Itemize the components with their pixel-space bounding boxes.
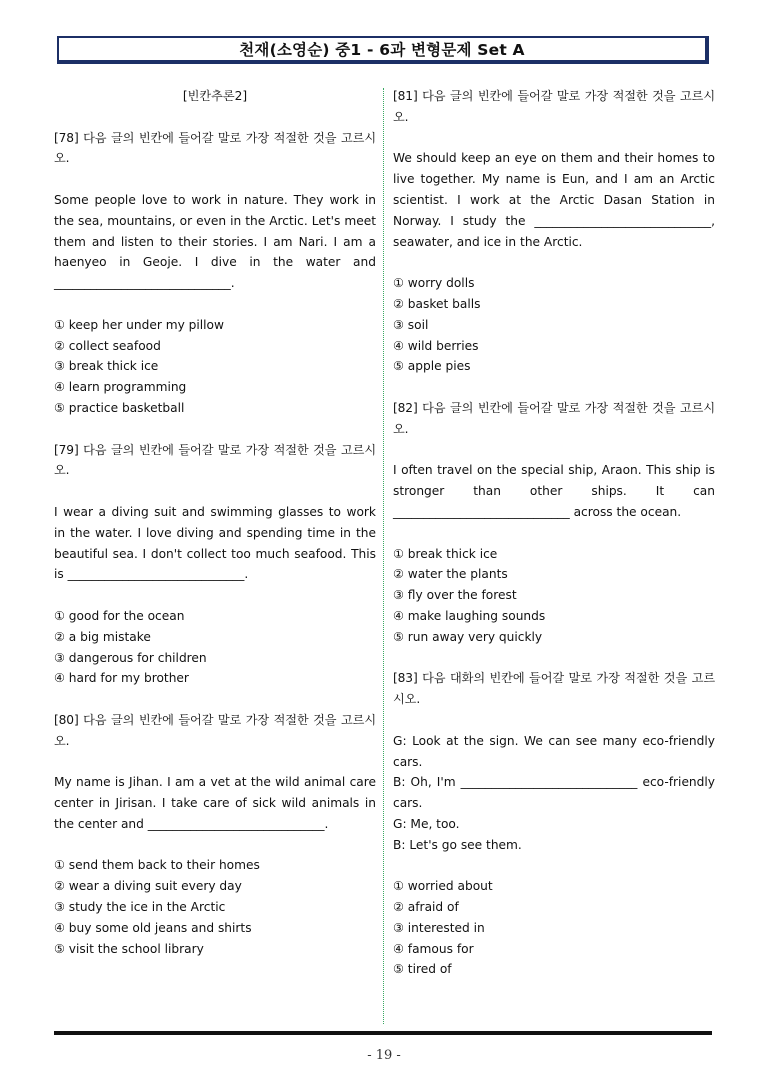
- question-83-option-1: ① worried about: [393, 879, 493, 894]
- question-83-option-3: ③ interested in: [393, 920, 485, 935]
- question-83-option-2: ② afraid of: [393, 900, 459, 915]
- question-80-option-5: ⑤ visit the school library: [54, 941, 204, 956]
- question-81-option-4: ④ wild berries: [393, 338, 479, 353]
- question-80-passage: My name is Jihan. I am a vet at the wild animal care center in Jirisan. I take care of sick wild animals in the center and _____________________________.: [54, 775, 376, 831]
- question-78-option-2: ② collect seafood: [54, 338, 161, 353]
- right-column: [393, 86, 715, 980]
- question-83-option-5: ⑤ tired of: [393, 962, 452, 977]
- question-79-passage: I wear a diving suit and swimming glasses to work in the water. I love diving and spending time in the beautiful sea. I don't collect too much seafood. This is _____________________________.: [54, 504, 376, 582]
- question-78-option-3: ③ break thick ice: [54, 359, 159, 374]
- question-81-passage: We should keep an eye on them and their homes to live together. My name is Eun, and I am an Arctic scientist. I work at the Arctic Dasan Station in Norway. I study the _____________________________, seawater, and ice in the Arctic.: [393, 151, 715, 249]
- column-divider: [383, 88, 384, 1024]
- dialogue-line-1: G: Look at the sign. We can see many eco-friendly cars.: [393, 733, 715, 769]
- section-label: [빈칸추론2]: [182, 89, 248, 103]
- left-column: [54, 86, 376, 959]
- question-81-option-1: ① worry dolls: [393, 276, 475, 291]
- question-79-option-3: ③ dangerous for children: [54, 650, 207, 665]
- question-82-option-2: ② water the plants: [393, 567, 508, 582]
- question-81-option-5: ⑤ apple pies: [393, 359, 471, 374]
- question-82-option-3: ③ fly over the forest: [393, 588, 517, 603]
- dialogue-line-4: B: Let's go see them.: [393, 837, 522, 852]
- question-81-option-2: ② basket balls: [393, 296, 481, 311]
- question-83-prompt: [83] 다음 대화의 빈칸에 들어갈 말로 가장 적절한 것을 고르시오.: [393, 671, 715, 707]
- question-79-prompt: [79] 다음 글의 빈칸에 들어갈 말로 가장 적절한 것을 고르시오.: [54, 442, 376, 478]
- question-80-option-4: ④ buy some old jeans and shirts: [54, 920, 252, 935]
- question-78-passage: Some people love to work in nature. They work in the sea, mountains, or even in the Arctic. Let's meet them and listen to their stories. I am Nari. I am a haenyeo in Geoje. I dive in the water and _____________________________.: [54, 192, 376, 291]
- question-82-prompt: [82] 다음 글의 빈칸에 들어갈 말로 가장 적절한 것을 고르시오.: [393, 400, 715, 436]
- question-80-option-2: ② wear a diving suit every day: [54, 879, 242, 894]
- dialogue-line-2: B: Oh, I'm _____________________________ eco-friendly cars.: [393, 775, 715, 811]
- question-83-option-4: ④ famous for: [393, 941, 474, 956]
- question-80-prompt: [80] 다음 글의 빈칸에 들어갈 말로 가장 적절한 것을 고르시오.: [54, 712, 376, 748]
- page-title: 천재(소영순) 중1 - 6과 변형문제 Set A: [239, 41, 525, 59]
- question-79-option-4: ④ hard for my brother: [54, 671, 189, 686]
- dialogue-line-3: G: Me, too.: [393, 816, 460, 831]
- question-81-option-3: ③ soil: [393, 317, 429, 332]
- question-79-option-2: ② a big mistake: [54, 629, 151, 644]
- question-79-option-1: ① good for the ocean: [54, 608, 185, 623]
- question-78-option-4: ④ learn programming: [54, 380, 187, 395]
- question-82-passage: I often travel on the special ship, Araon. This ship is stronger than other ships. It can _____________________________ across the ocean.: [393, 463, 715, 519]
- question-80-option-1: ① send them back to their homes: [54, 858, 260, 873]
- question-82-option-1: ① break thick ice: [393, 546, 498, 561]
- footer-rule: [54, 1031, 712, 1035]
- question-80-option-3: ③ study the ice in the Arctic: [54, 900, 226, 915]
- question-78-prompt: [78] 다음 글의 빈칸에 들어갈 말로 가장 적절한 것을 고르시오.: [54, 130, 376, 166]
- question-82-option-4: ④ make laughing sounds: [393, 608, 546, 623]
- page-number: - 19 -: [367, 1048, 401, 1063]
- question-78-option-1: ① keep her under my pillow: [54, 317, 224, 332]
- question-81-prompt: [81] 다음 글의 빈칸에 들어갈 말로 가장 적절한 것을 고르시오.: [393, 89, 715, 124]
- question-82-option-5: ⑤ run away very quickly: [393, 629, 543, 644]
- title-box: [57, 36, 709, 64]
- question-78-option-5: ⑤ practice basketball: [54, 400, 185, 415]
